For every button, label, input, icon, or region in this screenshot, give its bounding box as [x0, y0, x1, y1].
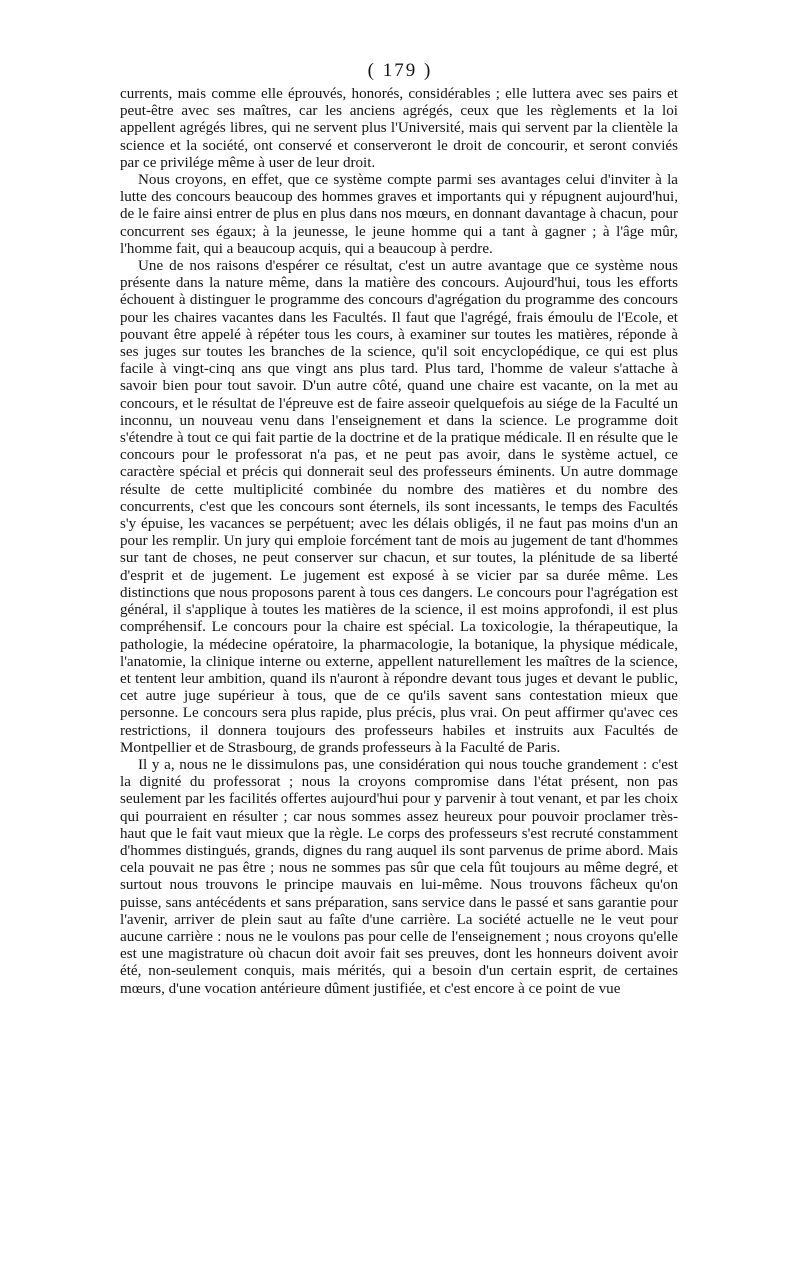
paragraph: Il y a, nous ne le dissimulons pas, une considération qui nous touche grandement : c'est la dignité du professorat ; nous la croyons compromise dans l'état présent, non pas seulement par les facilités offertes aujourd'hui pour y parvenir à tout venant, et par les choix qui pourraient en résulter ; car nous sommes assez heureux pour pouvoir proclamer très-haut que le fait vaut mieux que la règle. Le corps des professeurs s'est recruté constamment d'hommes distingués, grands, dignes du rang auquel ils sont parvenus de prime abord. Mais cela pouvait ne pas être ; nous ne sommes pas sûr que cela fût toujours au même degré, et surtout nous trouvons le principe mauvais en lui-même. Nous trouvons fâcheux qu'on puisse, sans antécédents et sans préparation, sans service dans le passé et sans garantie pour l'avenir, arriver de plein saut au faîte d'une carrière. La société actuelle ne le veut pour aucune carrière : nous ne le voulons pas pour celle de l'enseignement ; nous croyons qu'elle est une magistrature où chacun doit avoir fait ses preuves, dont les honneurs doivent avoir été, non-seulement conquis, mais mérités, qui a besoin d'un certain esprit, de certaines mœurs, d'une vocation antérieure dûment justifiée, et c'est encore à ce point de vue: [120, 756, 678, 997]
paragraph: Nous croyons, en effet, que ce système compte parmi ses avantages celui d'inviter à la lutte des concours beaucoup des hommes graves et importants qui y répugnent aujourd'hui, de le faire ainsi entrer de plus en plus dans nos mœurs, en donnant davantage à chacun, pour concurrent ses égaux; à la jeunesse, le jeune homme qui a tant à gagner ; à l'âge mûr, l'homme fait, qui a beaucoup acquis, qui a beaucoup à perdre.: [120, 172, 678, 257]
page-number: ( 179 ): [367, 60, 433, 81]
paragraph: Une de nos raisons d'espérer ce résultat, c'est un autre avantage que ce système nous présente dans la nature même, dans la matière des concours. Aujourd'hui, tous les efforts échouent à distinguer le programme des concours d'agrégation du programme des concours pour les chaires vacantes dans les Facultés. Il faut que l'agrégé, frais émoulu de l'Ecole, et pouvant être appelé à répéter tous les cours, à examiner sur toutes les matières, réponde à ses juges sur toutes les branches de la science, qu'il soit encyclopédique, ce qui est plus facile à vingt-cinq ans que vingt ans plus tard. Plus tard, l'homme de valeur s'attache à savoir bien pour tout savoir. D'un autre côté, quand une chaire est vacante, on la met au concours, et le résultat de l'épreuve est de faire asseoir quelquefois au siége de la Faculté un inconnu, un nouveau venu dans l'enseignement et dans la science. Le programme doit s'étendre à tout ce qui fait partie de la doctrine et de la pratique médicale. Il en résulte que le concours pour le professorat n'a pas, et ne peut pas avoir, dans le système actuel, ce caractère spécial et précis qui donnerait seul des professeurs éminents. Un autre dommage résulte de cette multiplicité combinée du nombre des matières et du nombre des concurrents, c'est que les concours sont éternels, ils sont incessants, le temps des Facultés s'y épuise, les vacances se perpétuent; avec les délais obligés, il ne faut pas moins d'un an pour les remplir. Un jury qui emploie forcément tant de mois au jugement de tant d'hommes sur tant de choses, ne peut conserver sur chacun, et sur toutes, la plénitude de sa liberté d'esprit et de jugement. Le jugement est exposé à se vicier par sa durée même. Les distinctions que nous proposons parent à tous ces dangers. Le concours pour l'agrégation est général, il s'applique à toutes les matières de la science, il est moins approfondi, il est plus compréhensif. Le concours pour la chaire est spécial. La toxicologie, la thérapeutique, la pathologie, la médecine opératoire, la pharmacologie, la botanique, la physique médicale, l'anatomie, la clinique interne ou externe, appellent naturellement les maîtres de la science, et tentent leur ambition, quand ils n'auront à répondre devant tous juges et devant le public, cet autre juge supérieur à tous, que de ce qu'ils savent sans contestation mieux que personne. Le concours sera plus rapide, plus précis, plus vrai. On peut affirmer qu'avec ces restrictions, il donnera toujours des professeurs habiles et instruits aux Facultés de Montpellier et de Strasbourg, de grands professeurs à la Faculté de Paris.: [120, 258, 678, 756]
body-text: [120, 86, 678, 998]
paragraph-continuation: currents, mais comme elle éprouvés, honorés, considérables ; elle luttera avec ses pairs et peut-être avec ses maîtres, car les anciens agrégés, ceux que les règlements et la loi appellent agrégés libres, qui ne servent plus l'Université, mais qui servent par la clientèle la science et la société, ont conservé et conserveront le droit de concourir, et seront conviés par ce privilége même à user de leur droit.: [120, 86, 678, 171]
